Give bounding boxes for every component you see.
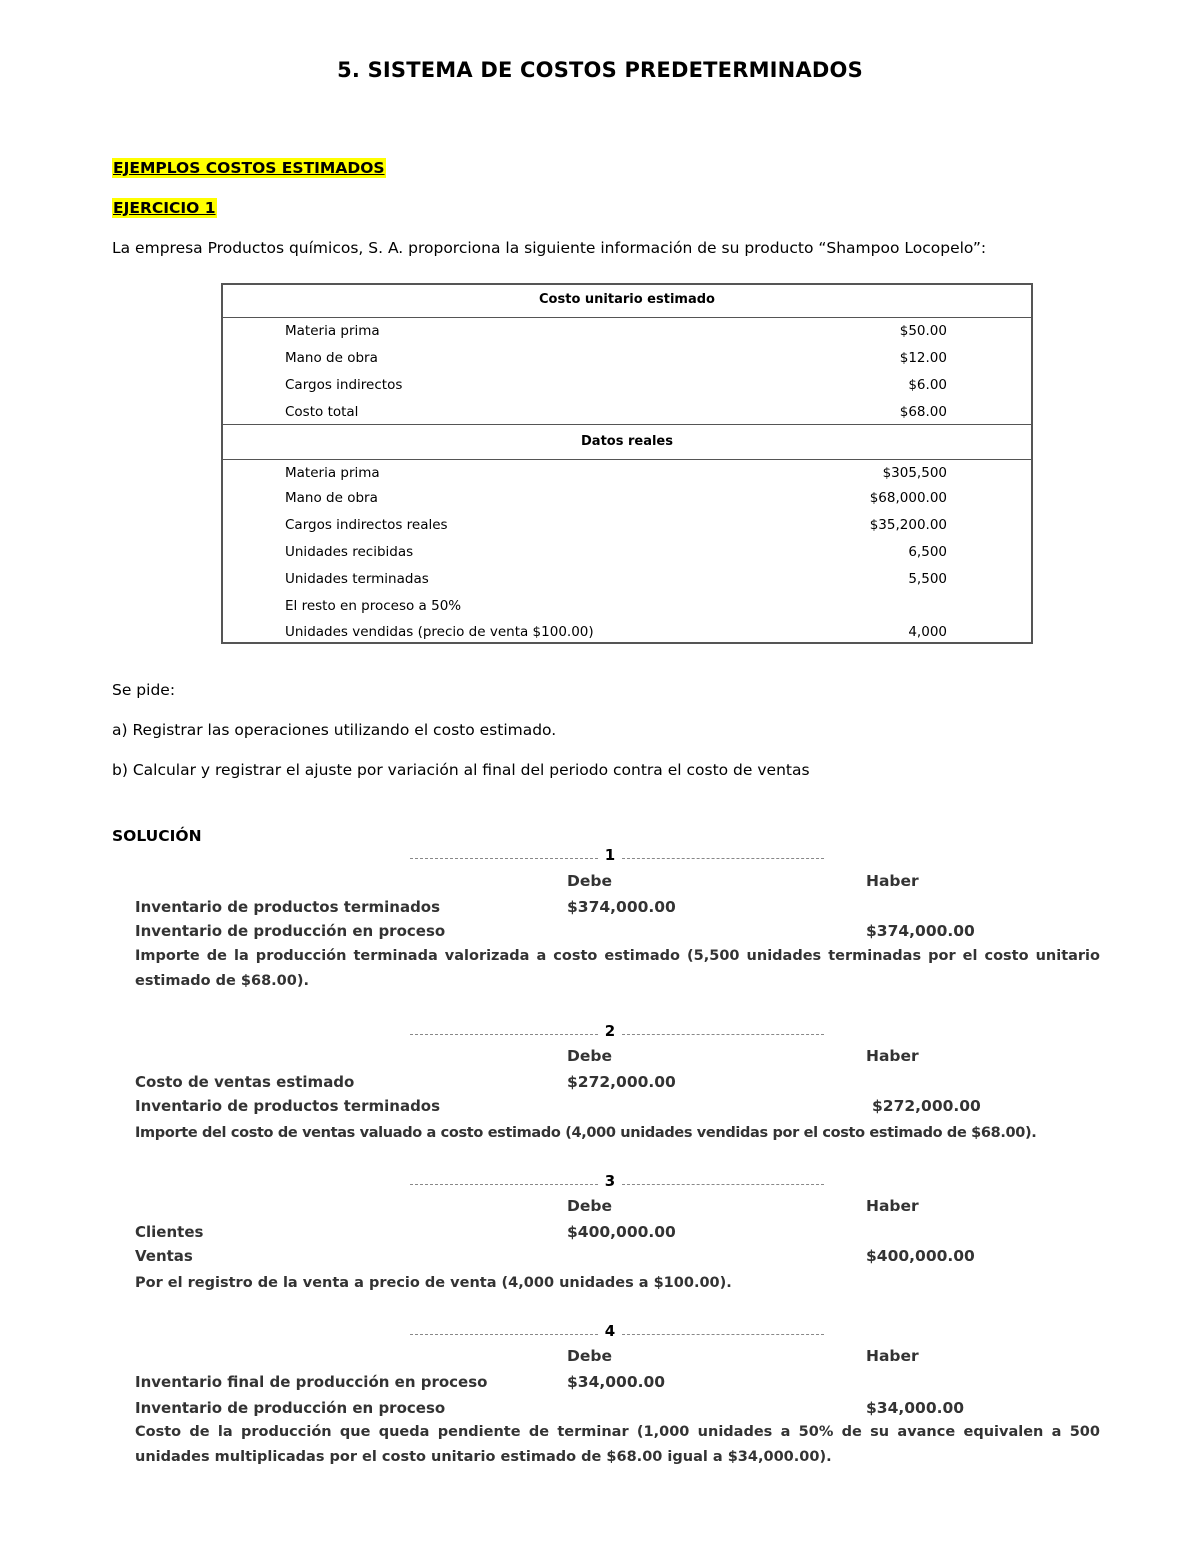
entry-number: 2 (604, 1022, 616, 1040)
debit-column-header: Debe (567, 1347, 612, 1365)
table-divider (223, 459, 1031, 460)
debit-column-header: Debe (567, 1047, 612, 1065)
credit-account: Inventario de producción en proceso (135, 922, 446, 940)
credit-amount: $34,000.00 (866, 1399, 965, 1417)
entry-description: Por el registro de la venta a precio de venta (4,000 unidades a $100.00). (135, 1275, 732, 1291)
requirement-a: a) Registrar las operaciones utilizando el costo estimado. (112, 721, 557, 739)
row-value: $12.00 (899, 350, 947, 366)
table-row (285, 488, 947, 508)
table-row (285, 348, 947, 368)
requirement-b: b) Calcular y registrar el ajuste por variación al final del periodo contra el costo de ventas (112, 761, 810, 779)
debit-amount: $400,000.00 (567, 1223, 676, 1241)
credit-account: Ventas (135, 1247, 193, 1265)
row-value: 4,000 (908, 624, 947, 640)
row-value: 6,500 (908, 544, 947, 560)
table-row (285, 596, 947, 616)
entry-number: 3 (604, 1172, 616, 1190)
credit-amount: $400,000.00 (866, 1247, 975, 1265)
row-label: Materia prima (285, 465, 380, 481)
row-value: $305,500 (882, 465, 947, 481)
debit-account: Costo de ventas estimado (135, 1073, 355, 1091)
requirements-intro: Se pide: (112, 681, 176, 699)
row-value: $6.00 (908, 377, 947, 393)
entry-description: Importe del costo de ventas valuado a costo estimado (4,000 unidades vendidas por el costo estimado de $68.00). (135, 1125, 1037, 1141)
row-label: Mano de obra (285, 350, 378, 366)
table-divider (223, 317, 1031, 318)
real-data-header: Datos reales (581, 434, 673, 449)
credit-column-header: Haber (866, 1347, 919, 1365)
page-title: 5. SISTEMA DE COSTOS PREDETERMINADOS (337, 58, 863, 82)
entry-separator (410, 1172, 824, 1192)
row-value: 5,500 (908, 571, 947, 587)
cost-table (221, 283, 1033, 644)
table-row (285, 622, 947, 642)
debit-account: Inventario final de producción en proceso (135, 1373, 488, 1391)
solution-heading: SOLUCIÓN (112, 827, 202, 845)
row-label: Unidades terminadas (285, 571, 429, 587)
table-row (285, 515, 947, 535)
debit-amount: $374,000.00 (567, 898, 676, 916)
debit-account: Clientes (135, 1223, 204, 1241)
table-row (285, 463, 947, 483)
row-label: El resto en proceso a 50% (285, 598, 462, 614)
debit-column-header: Debe (567, 1197, 612, 1215)
credit-account: Inventario de productos terminados (135, 1097, 441, 1115)
row-label: Costo total (285, 404, 359, 420)
row-label: Materia prima (285, 323, 380, 339)
entry-number: 1 (604, 846, 616, 864)
row-label: Unidades vendidas (precio de venta $100.00) (285, 624, 594, 640)
entry-separator (410, 1022, 824, 1042)
debit-column-header: Debe (567, 872, 612, 890)
entry-description: Costo de la producción que queda pendiente de terminar (1,000 unidades a 50% de su avance equivalen a 500 unidades multiplicadas por el costo unitario estimado de $68.00 igual a $34,000.00). (135, 1424, 1100, 1465)
row-label: Cargos indirectos reales (285, 517, 448, 533)
debit-amount: $34,000.00 (567, 1373, 666, 1391)
exercise-heading: EJERCICIO 1 (113, 199, 216, 217)
intro-paragraph: La empresa Productos químicos, S. A. proporciona la siguiente información de su producto “Shampoo Locopelo”: (112, 239, 987, 257)
entry-number: 4 (604, 1322, 616, 1340)
row-label: Mano de obra (285, 490, 378, 506)
row-value: $68.00 (899, 404, 947, 420)
row-value: $68,000.00 (869, 490, 947, 506)
table-divider (223, 424, 1031, 425)
row-label: Unidades recibidas (285, 544, 414, 560)
row-value: $50.00 (899, 323, 947, 339)
entry-separator (410, 1322, 824, 1342)
debit-account: Inventario de productos terminados (135, 898, 441, 916)
section-heading: EJEMPLOS COSTOS ESTIMADOS (113, 159, 385, 177)
table-row (285, 402, 947, 422)
credit-amount: $374,000.00 (866, 922, 975, 940)
table-row (285, 375, 947, 395)
estimated-cost-header: Costo unitario estimado (539, 292, 715, 307)
table-row (285, 542, 947, 562)
row-value: $35,200.00 (869, 517, 947, 533)
entry-description: Importe de la producción terminada valorizada a costo estimado (5,500 unidades terminadas por el costo unitario estimado de $68.00). (135, 948, 1100, 989)
credit-column-header: Haber (866, 872, 919, 890)
credit-amount: $272,000.00 (872, 1097, 981, 1115)
table-row (285, 569, 947, 589)
credit-account: Inventario de producción en proceso (135, 1399, 446, 1417)
table-row (285, 321, 947, 341)
credit-column-header: Haber (866, 1197, 919, 1215)
credit-column-header: Haber (866, 1047, 919, 1065)
debit-amount: $272,000.00 (567, 1073, 676, 1091)
row-label: Cargos indirectos (285, 377, 403, 393)
entry-separator (410, 846, 824, 866)
